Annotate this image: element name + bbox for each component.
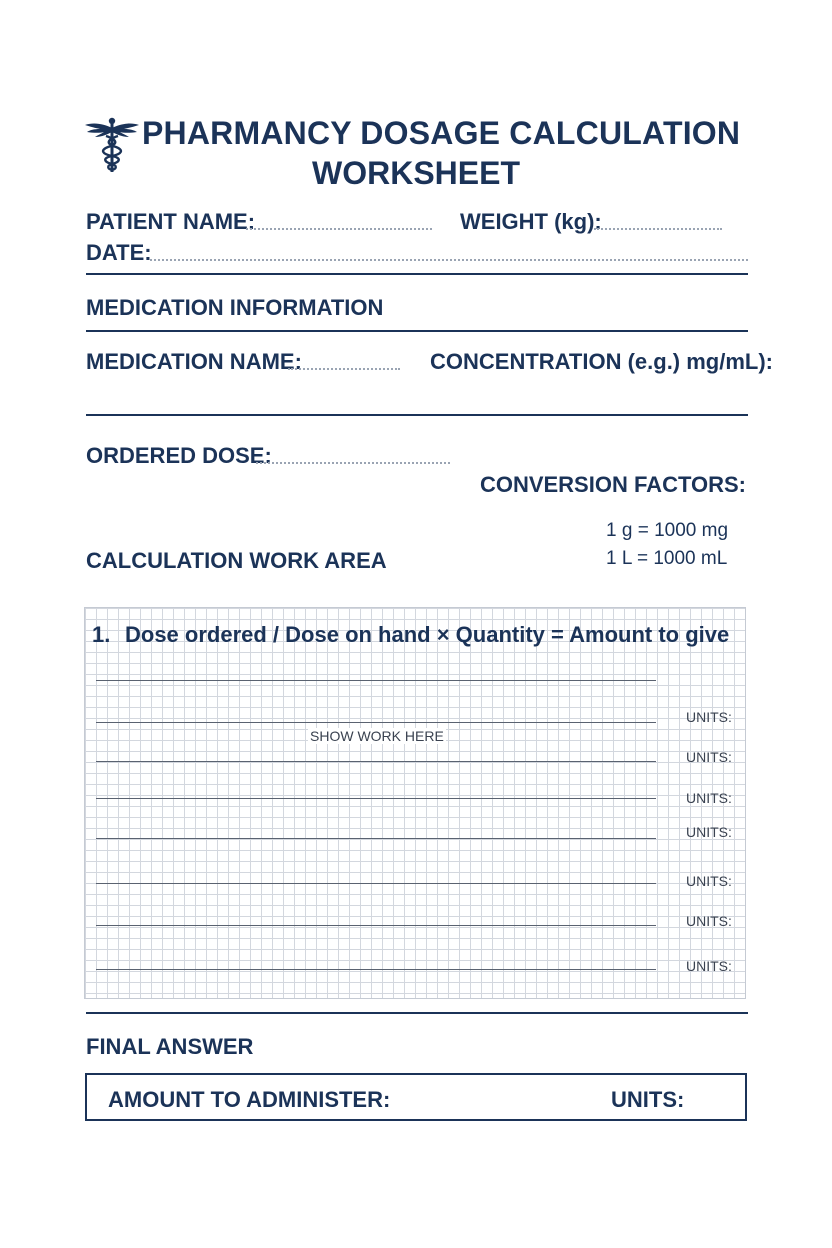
work-line	[96, 969, 656, 970]
units-label: UNITS:	[686, 873, 732, 889]
work-area-title: CALCULATION WORK AREA	[86, 548, 387, 573]
units-label: UNITS:	[686, 958, 732, 974]
formula-number: 1.	[92, 622, 111, 647]
work-line	[96, 761, 656, 762]
divider	[86, 1012, 748, 1014]
conversion-factors-title: CONVERSION FACTORS:	[479, 472, 746, 497]
formula-text: Dose ordered / Dose on hand × Quantity = Amount to give	[125, 622, 730, 647]
ordered-dose-field[interactable]	[256, 462, 450, 464]
page-title-line1: PHARMANCY DOSAGE CALCULATION	[142, 115, 741, 151]
work-line	[96, 838, 656, 839]
weight-label: WEIGHT (kg):	[460, 209, 602, 234]
divider	[86, 414, 748, 416]
work-line	[96, 925, 656, 926]
divider	[86, 273, 748, 275]
concentration-label: CONCENTRATION (e.g.) mg/mL):	[430, 349, 774, 374]
conversion-factor-item: 1 g = 1000 mg	[606, 520, 729, 541]
work-line	[96, 680, 656, 681]
ordered-dose-label: ORDERED DOSE:	[86, 443, 272, 468]
work-area-grid[interactable]	[84, 607, 746, 999]
units-label: UNITS:	[686, 824, 732, 840]
medication-name-label: MEDICATION NAME:	[86, 349, 302, 374]
patient-name-field[interactable]	[246, 228, 432, 230]
divider	[86, 330, 748, 332]
weight-field[interactable]	[594, 228, 722, 230]
units-label: UNITS:	[686, 749, 732, 765]
work-line	[96, 722, 656, 723]
medication-section-title: MEDICATION INFORMATION	[86, 295, 384, 320]
work-line	[96, 798, 656, 799]
conversion-factor-item: 1 L = 1000 mL	[606, 548, 728, 569]
units-label: UNITS:	[686, 709, 732, 725]
final-answer-title: FINAL ANSWER	[86, 1034, 254, 1059]
medication-name-field[interactable]	[288, 368, 400, 370]
patient-name-label: PATIENT NAME:	[86, 209, 256, 234]
date-label: DATE:	[86, 240, 152, 265]
units-label: UNITS:	[686, 913, 732, 929]
page-title-line2: WORKSHEET	[312, 155, 520, 191]
work-line	[96, 883, 656, 884]
units-label: UNITS:	[686, 790, 732, 806]
date-field[interactable]	[150, 259, 748, 261]
amount-to-administer-label: AMOUNT TO ADMINISTER:	[108, 1087, 391, 1112]
show-work-label: SHOW WORK HERE	[310, 728, 444, 744]
final-units-label: UNITS:	[611, 1087, 685, 1112]
